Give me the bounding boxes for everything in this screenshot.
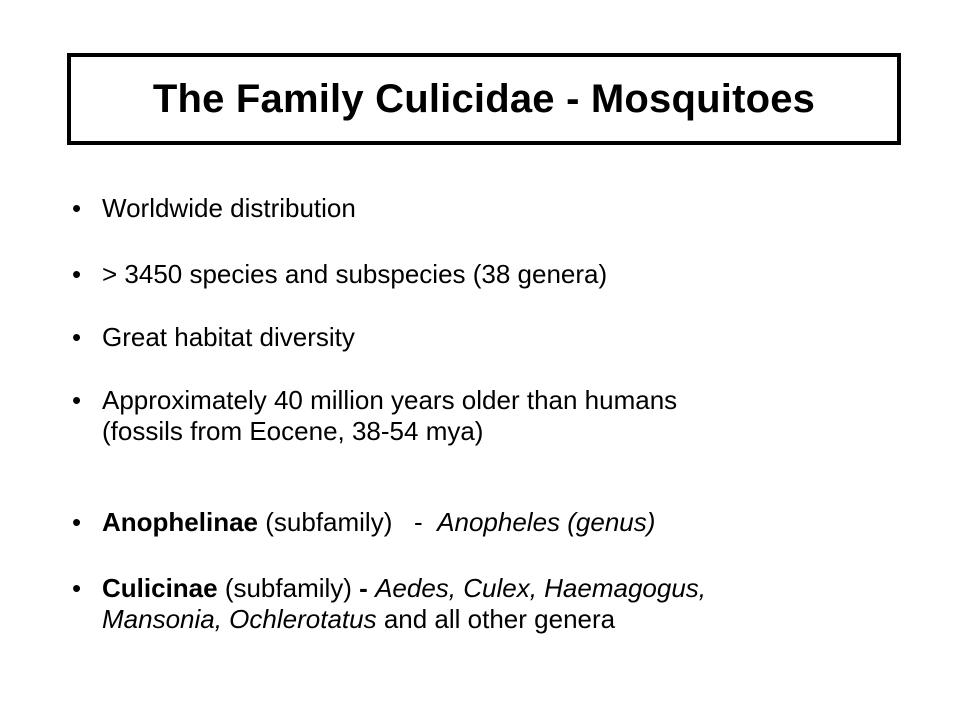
bullet-marker: •: [72, 385, 82, 415]
bullet-text: > 3450 species and subspecies (38 genera): [102, 259, 608, 289]
bullet-marker: •: [72, 573, 82, 603]
dash-separator: -: [359, 573, 376, 603]
bullet-text-line-2: [102, 604, 902, 635]
genus-names-continued: Mansonia, Ochlerotatus: [102, 604, 377, 634]
subfamily-label: (subfamily) -: [258, 507, 438, 537]
bullet-text-line-1: [102, 573, 902, 604]
other-genera-text: and all other genera: [376, 604, 616, 634]
bullet-text-line-2: (fossils from Eocene, 38-54 mya): [102, 416, 484, 446]
bullet-marker: •: [72, 193, 82, 223]
bullet-text: Worldwide distribution: [102, 193, 356, 223]
genus-names: Aedes, Culex, Haemagogus,: [375, 573, 707, 603]
subfamily-name: Anophelinae: [102, 507, 259, 537]
subfamily-name: Culicinae: [102, 573, 218, 603]
bullet-marker: •: [72, 507, 82, 537]
bullet-text: [102, 573, 902, 635]
bullet-marker: •: [72, 322, 82, 352]
slide-title: The Family Culicidae - Mosquitoes: [152, 76, 816, 121]
bullet-marker: •: [72, 259, 82, 289]
bullet-text: [102, 507, 902, 538]
bullet-text-line-1: Approximately 40 million years older than humans: [102, 385, 678, 415]
subfamily-label: (subfamily): [217, 573, 360, 603]
bullet-text: [102, 385, 902, 447]
bullet-text: Great habitat diversity: [102, 322, 355, 352]
genus-name: Anopheles (genus): [437, 507, 656, 537]
title-box: [67, 53, 901, 145]
